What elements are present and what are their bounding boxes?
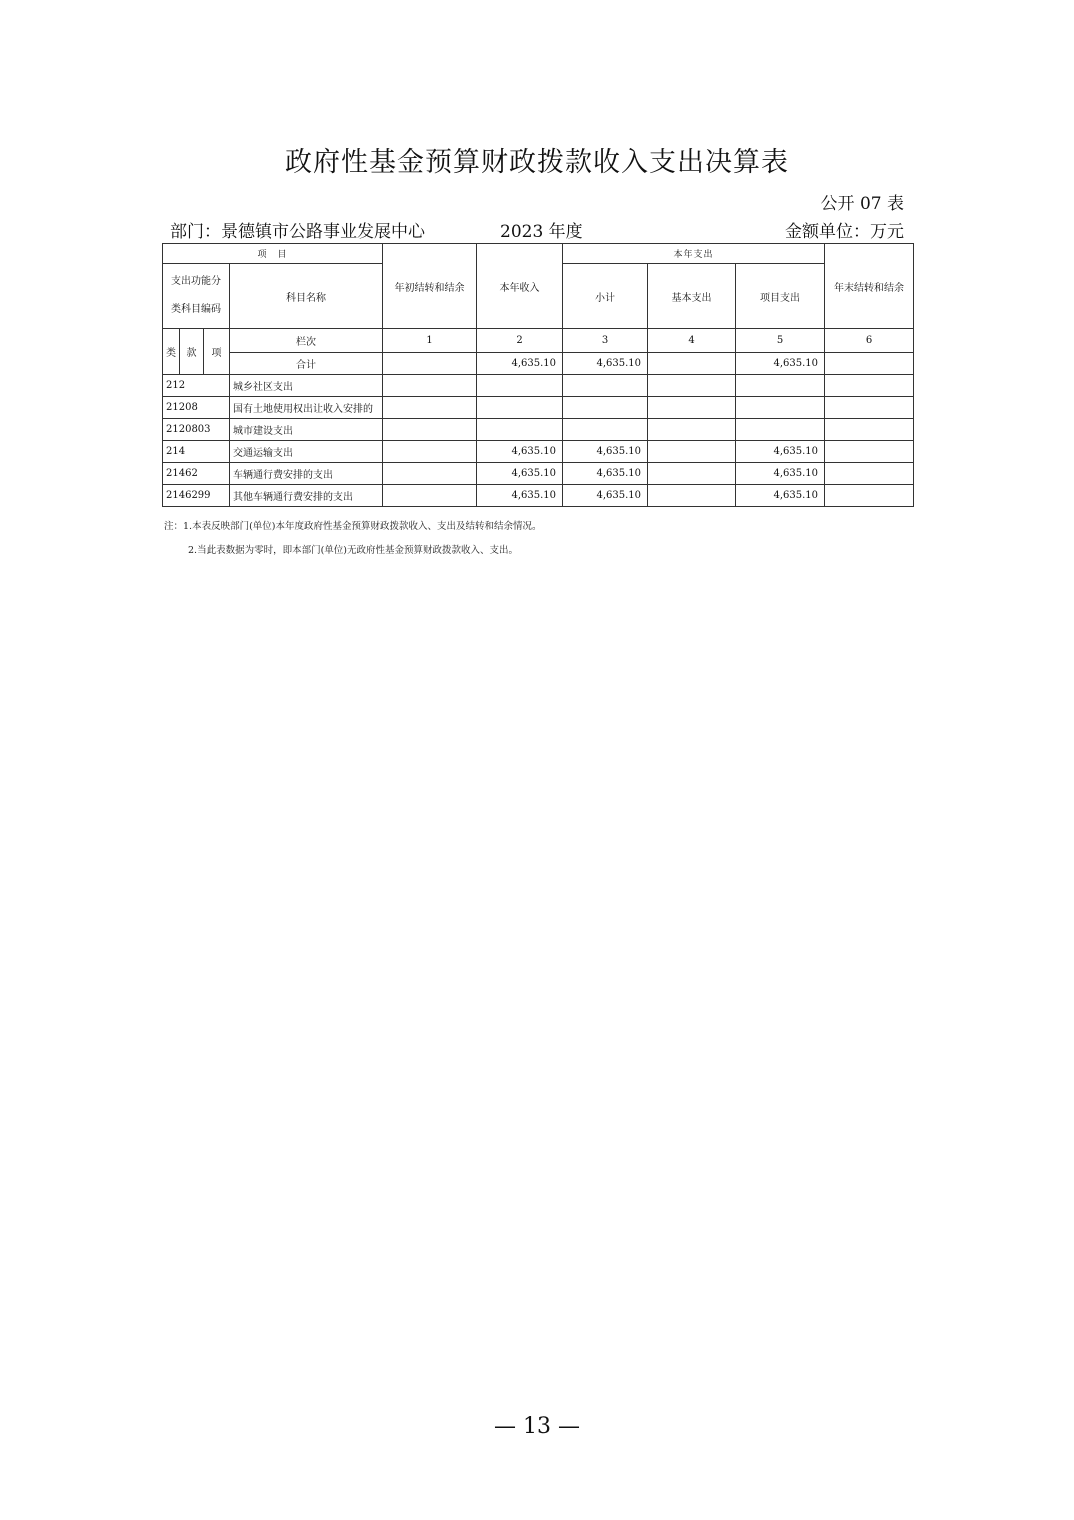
row-project: 4,635.10 (736, 441, 825, 463)
total-subtotal: 4,635.10 (563, 353, 648, 375)
row-opening-balance (383, 375, 477, 397)
row-closing-balance (825, 463, 914, 485)
row-project (736, 375, 825, 397)
total-project: 4,635.10 (736, 353, 825, 375)
header-lei: 类 (163, 329, 180, 375)
row-opening-balance (383, 485, 477, 507)
row-project: 4,635.10 (736, 485, 825, 507)
row-income: 4,635.10 (477, 463, 563, 485)
row-income (477, 397, 563, 419)
row-project (736, 419, 825, 441)
col-num-1: 1 (383, 329, 477, 353)
note-2: 2.当此表数据为零时，即本部门(单位)无政府性基金预算财政拨款收入、支出。 (188, 545, 518, 556)
header-project: 项 目 (163, 244, 383, 264)
col-num-6: 6 (825, 329, 914, 353)
row-opening-balance (383, 419, 477, 441)
row-code: 2120803 (163, 419, 230, 441)
header-code (163, 264, 230, 329)
row-closing-balance (825, 441, 914, 463)
row-subtotal: 4,635.10 (563, 485, 648, 507)
row-subtotal (563, 375, 648, 397)
row-subtotal (563, 419, 648, 441)
row-code: 214 (163, 441, 230, 463)
row-name: 国有土地使用权出让收入安排的 (230, 397, 383, 419)
col-num-4: 4 (648, 329, 736, 353)
row-code: 21208 (163, 397, 230, 419)
table-row (163, 463, 914, 485)
row-closing-balance (825, 419, 914, 441)
total-opening-balance (383, 353, 477, 375)
row-basic (648, 397, 736, 419)
header-basic: 基本支出 (648, 264, 736, 329)
row-income: 4,635.10 (477, 485, 563, 507)
row-code: 2146299 (163, 485, 230, 507)
fiscal-year: 2023 年度 (500, 222, 583, 242)
row-closing-balance (825, 397, 914, 419)
amount-unit: 金额单位：万元 (785, 222, 904, 242)
row-opening-balance (383, 463, 477, 485)
row-name: 车辆通行费安排的支出 (230, 463, 383, 485)
row-project: 4,635.10 (736, 463, 825, 485)
row-name: 城市建设支出 (230, 419, 383, 441)
row-closing-balance (825, 485, 914, 507)
total-basic (648, 353, 736, 375)
header-code-line2: 类科目编码 (171, 304, 221, 315)
row-subtotal: 4,635.10 (563, 441, 648, 463)
row-name: 其他车辆通行费安排的支出 (230, 485, 383, 507)
row-project (736, 397, 825, 419)
row-code: 21462 (163, 463, 230, 485)
header-column-no: 栏次 (230, 329, 383, 353)
header-expenditure-group: 本年支出 (563, 244, 825, 264)
row-subtotal (563, 397, 648, 419)
table-row (163, 375, 914, 397)
note-1: 注：1.本表反映部门(单位)本年度政府性基金预算财政拨款收入、支出及结转和结余情况。 (164, 521, 542, 532)
header-subject-name: 科目名称 (230, 264, 383, 329)
department-label: 部门：景德镇市公路事业发展中心 (170, 222, 425, 242)
row-basic (648, 419, 736, 441)
header-closing-balance: 年末结转和结余 (825, 244, 914, 329)
table-row (163, 441, 914, 463)
page-title: 政府性基金预算财政拨款收入支出决算表 (285, 147, 789, 178)
budget-table (162, 243, 914, 507)
row-subtotal: 4,635.10 (563, 463, 648, 485)
row-basic (648, 485, 736, 507)
total-income: 4,635.10 (477, 353, 563, 375)
row-income: 4,635.10 (477, 441, 563, 463)
header-kuan: 款 (180, 329, 204, 375)
row-closing-balance (825, 375, 914, 397)
row-income (477, 419, 563, 441)
row-opening-balance (383, 397, 477, 419)
total-closing-balance (825, 353, 914, 375)
header-opening-balance: 年初结转和结余 (383, 244, 477, 329)
row-opening-balance (383, 441, 477, 463)
col-num-3: 3 (563, 329, 648, 353)
row-basic (648, 375, 736, 397)
header-project-exp: 项目支出 (736, 264, 825, 329)
header-xiang: 项 (204, 329, 230, 375)
row-code: 212 (163, 375, 230, 397)
total-row (163, 353, 914, 375)
table-row (163, 485, 914, 507)
page-number: — 13 — (494, 1414, 580, 1439)
table-row (163, 397, 914, 419)
row-basic (648, 441, 736, 463)
header-subtotal: 小计 (563, 264, 648, 329)
col-num-5: 5 (736, 329, 825, 353)
row-name: 交通运输支出 (230, 441, 383, 463)
table-row (163, 419, 914, 441)
row-income (477, 375, 563, 397)
row-name: 城乡社区支出 (230, 375, 383, 397)
header-income: 本年收入 (477, 244, 563, 329)
row-basic (648, 463, 736, 485)
header-code-line1: 支出功能分 (171, 276, 221, 287)
col-num-2: 2 (477, 329, 563, 353)
table-code: 公开 07 表 (820, 194, 904, 214)
total-label: 合计 (230, 353, 383, 375)
